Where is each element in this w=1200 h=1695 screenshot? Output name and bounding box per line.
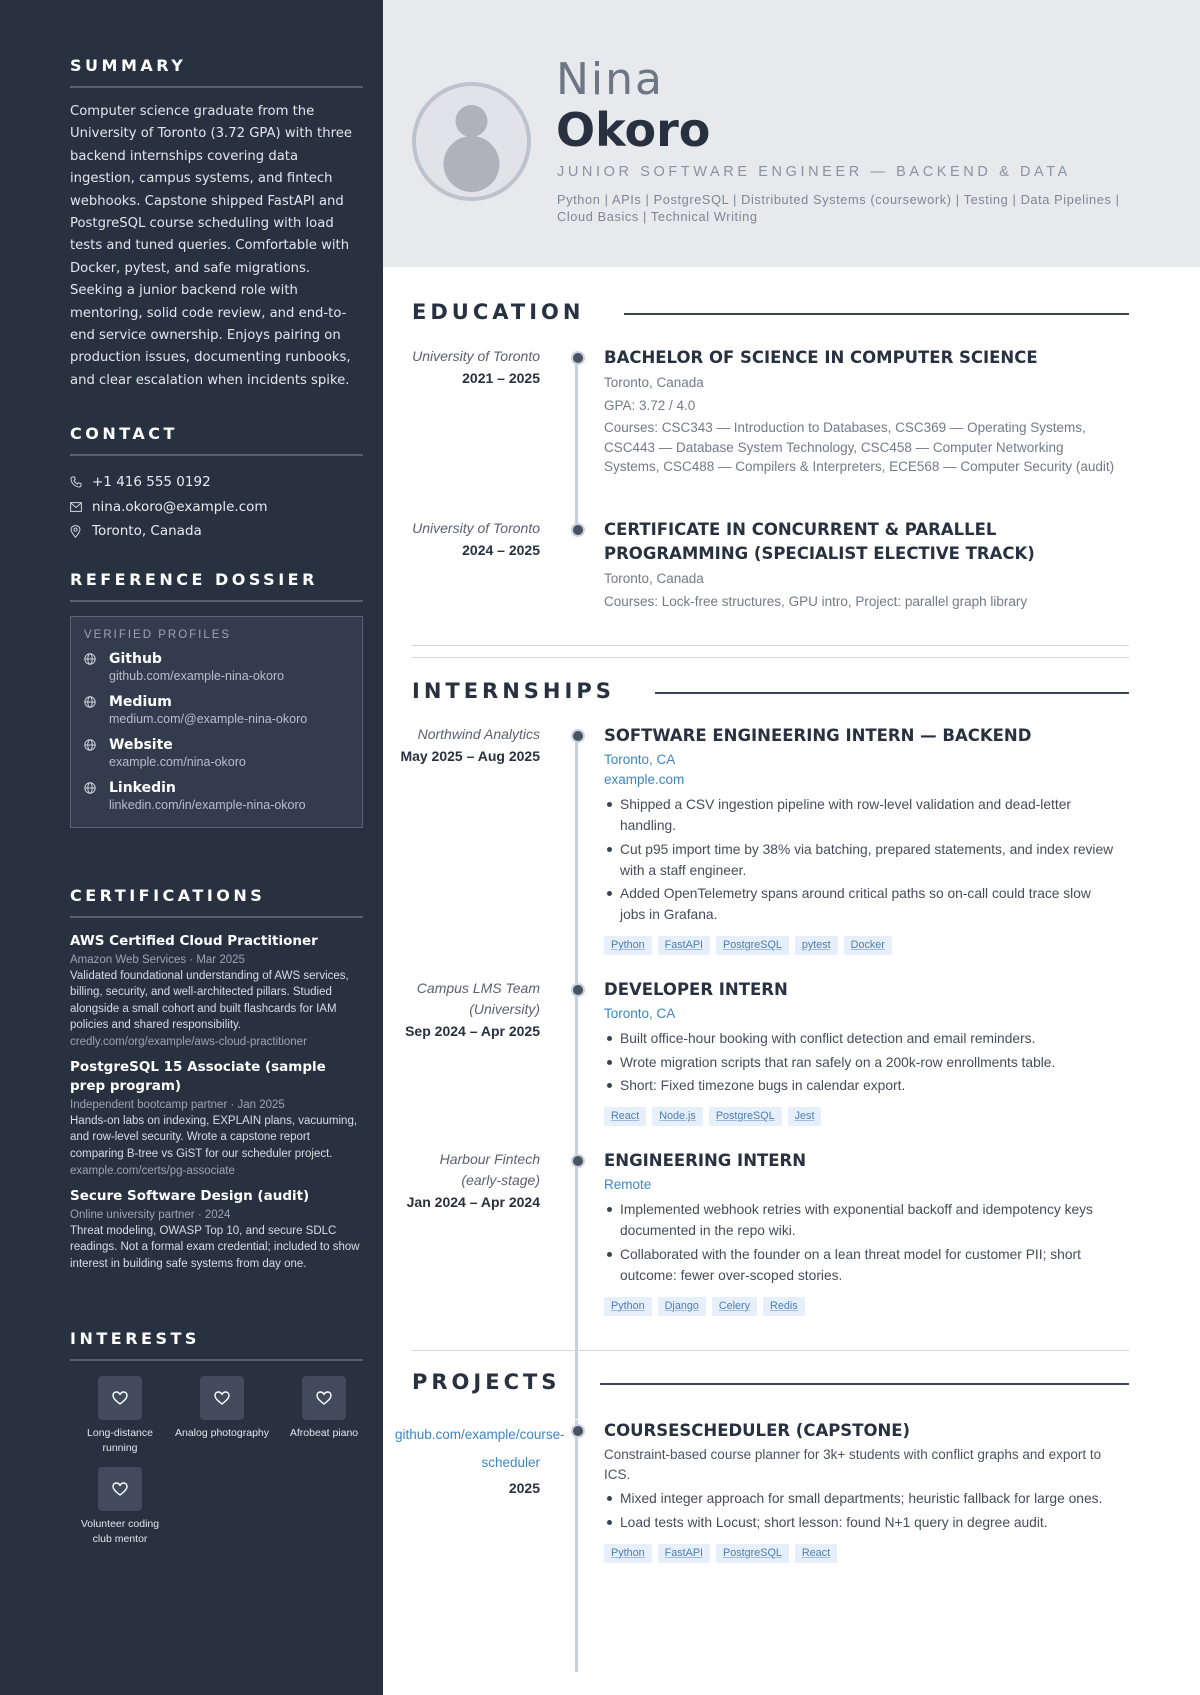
certification-item — [70, 1187, 363, 1272]
entry-content — [604, 346, 1119, 477]
tech-tags — [604, 936, 1119, 955]
entry-location: Remote — [604, 1177, 652, 1192]
interest-label: Afrobeat piano — [289, 1427, 359, 1439]
tech-tag[interactable]: Python — [604, 936, 652, 955]
interests-section — [70, 1329, 363, 1546]
profile-website[interactable] — [84, 736, 349, 770]
contact-heading: CONTACT — [70, 424, 363, 456]
cert-meta: Amazon Web Services · Mar 2025 — [70, 954, 245, 966]
entry-dates — [399, 1149, 540, 1213]
projects-heading: PROJECTS — [412, 1370, 561, 1394]
profile-url[interactable]: github.com/example-nina-okoro — [109, 669, 285, 683]
section-divider — [412, 1350, 1129, 1351]
certification-item — [70, 1058, 363, 1180]
tech-tag[interactable]: PostgreSQL — [709, 1107, 782, 1126]
entry-org: Campus LMS Team (University) — [416, 980, 540, 1017]
tech-tag[interactable]: Python — [604, 1297, 652, 1316]
summary-heading: SUMMARY — [70, 56, 363, 88]
bullet-item: Built office-hour booking with conflict detection and email reminders. — [604, 1028, 1119, 1049]
timeline-dot — [571, 729, 585, 743]
summary-text: Computer science graduate from the University of Toronto (3.72 GPA) with three backend internships covering data ingestion, campus systems, and fintech webhooks. Capstone shipped FastAPI and PostgreSQL course scheduling with load tests and tuned queries. Comfortable with Docker, pytest, and safe migrations. Seeking a junior backend role with mentoring, solid code review, and end-to-end service ownership. Enjoys pairing on production issues, documenting runbooks, and clear escalation when incidents spike. — [70, 104, 352, 388]
timeline-line — [575, 733, 578, 1419]
sidebar — [0, 0, 383, 1695]
entry-title: COURSESCHEDULER (CAPSTONE) — [604, 1421, 911, 1440]
interest-item — [70, 1467, 170, 1546]
tech-tag[interactable]: React — [795, 1544, 837, 1563]
entry-dates — [399, 978, 540, 1042]
entry-location: Toronto, CA — [604, 752, 676, 767]
tech-tag[interactable]: pytest — [795, 936, 838, 955]
contact-location-text: Toronto, Canada — [92, 523, 202, 540]
contact-phone-text: +1 416 555 0192 — [92, 474, 211, 491]
cert-title: PostgreSQL 15 Associate (sample prep program) — [70, 1059, 326, 1095]
entry-org: University of Toronto — [412, 348, 540, 364]
internships-header — [412, 679, 1129, 703]
main-content — [383, 267, 1200, 1695]
profile-name: Website — [109, 737, 173, 753]
profile-linkedin[interactable] — [84, 779, 349, 813]
summary-section — [70, 56, 363, 392]
bullet-item: Short: Fixed timezone bugs in calendar export. — [604, 1075, 1119, 1096]
profile-name: Linkedin — [109, 780, 176, 796]
dossier-section — [70, 570, 363, 828]
entry-title: BACHELOR OF SCIENCE IN COMPUTER SCIENCE — [604, 348, 1038, 367]
entry-period: 2025 — [508, 1480, 540, 1496]
entry-location: Toronto, CA — [604, 1006, 676, 1021]
contact-phone[interactable] — [70, 470, 363, 495]
entry-period: Sep 2024 – Apr 2025 — [405, 1023, 540, 1039]
job-title: JUNIOR SOFTWARE ENGINEER — BACKEND & DATA — [557, 164, 1071, 180]
globe-icon — [84, 736, 109, 770]
certification-item — [70, 932, 363, 1051]
profile-name: Medium — [109, 694, 172, 710]
tech-tag[interactable]: React — [604, 1107, 646, 1126]
first-name: Nina — [556, 54, 664, 105]
contact-email[interactable] — [70, 495, 363, 520]
interest-label: Analog photography — [175, 1427, 269, 1439]
certifications-heading: CERTIFICATIONS — [70, 886, 363, 918]
profile-url[interactable]: linkedin.com/in/example-nina-okoro — [109, 798, 306, 812]
globe-icon — [84, 650, 109, 684]
entry-org: University of Toronto — [412, 520, 540, 536]
timeline-dot — [571, 1154, 585, 1168]
projects-header — [412, 1370, 1129, 1394]
dossier-heading: REFERENCE DOSSIER — [70, 570, 363, 602]
tech-tags — [604, 1297, 1119, 1316]
heart-icon — [200, 1376, 244, 1420]
tech-tag[interactable]: Celery — [712, 1297, 757, 1316]
contact-list — [70, 470, 363, 544]
cert-title: Secure Software Design (audit) — [70, 1188, 310, 1205]
entry-content — [604, 978, 1119, 1126]
education-heading: EDUCATION — [412, 300, 585, 324]
interest-item — [172, 1376, 272, 1455]
contact-email-text: nina.okoro@example.com — [92, 498, 268, 515]
entry-org: Northwind Analytics — [417, 726, 540, 742]
tech-tag[interactable]: Docker — [844, 936, 892, 955]
bullet-item: Wrote migration scripts that ran safely on a 200k-row enrollments table. — [604, 1052, 1119, 1073]
cert-desc: Threat modeling, OWASP Top 10, and secure SDLC readings. Not a formal exam credential; included to show interest in building safe systems from day one. — [70, 1225, 360, 1270]
entry-period: 2021 – 2025 — [462, 370, 540, 386]
profile-name: Github — [109, 651, 162, 667]
contact-location — [70, 519, 363, 544]
cert-title: AWS Certified Cloud Practitioner — [70, 933, 318, 949]
verified-profiles-box — [70, 616, 363, 828]
entry-period: Jan 2024 – Apr 2024 — [406, 1194, 540, 1210]
timeline-dot — [571, 1424, 585, 1438]
entry-bullets — [604, 1199, 1119, 1286]
entry-location: Toronto, Canada — [604, 571, 704, 586]
entry-content — [604, 724, 1119, 955]
phone-icon — [70, 476, 92, 488]
tech-tag[interactable]: Node.js — [652, 1107, 703, 1126]
cert-meta: Online university partner · 2024 — [70, 1209, 231, 1222]
tech-tag[interactable]: Django — [658, 1297, 706, 1316]
entry-link[interactable]: example.com — [604, 772, 685, 787]
bullet-item: Load tests with Locust; short lesson: found N+1 query in degree audit. — [604, 1512, 1119, 1533]
entry-content — [604, 1419, 1119, 1563]
entry-location: Toronto, Canada — [604, 375, 704, 390]
contact-section — [70, 424, 363, 544]
profile-url[interactable]: example.com/nina-okoro — [109, 755, 246, 769]
entry-bullets — [604, 1488, 1119, 1533]
avatar — [412, 82, 531, 201]
cert-desc: Validated foundational understanding of AWS services, billing, security, and well-architected pillars. Studied alongside a small cohort and built flashcards for IAM policies and shared responsibility. — [70, 970, 349, 1031]
timeline-dot — [571, 351, 585, 365]
bullet-item: Shipped a CSV ingestion pipeline with row-level validation and dead-letter handling. — [604, 794, 1119, 836]
internships-heading: INTERNSHIPS — [412, 679, 615, 703]
entry-title: SOFTWARE ENGINEERING INTERN — BACKEND — [604, 726, 1032, 745]
bullet-item: Added OpenTelemetry spans around critical paths so on-call could trace slow jobs in Grafana. — [604, 883, 1119, 925]
timeline-line — [575, 355, 578, 530]
section-rule — [600, 1383, 1129, 1385]
profile-header — [383, 0, 1200, 267]
section-rule — [655, 692, 1129, 694]
section-divider — [412, 657, 1129, 658]
entry-content — [604, 518, 1119, 611]
email-icon — [70, 502, 92, 512]
heart-icon — [98, 1376, 142, 1420]
entry-dates — [399, 346, 540, 389]
bullet-item: Mixed integer approach for small departments; heuristic fallback for large ones. — [604, 1488, 1119, 1509]
entry-dates — [395, 1419, 565, 1499]
tech-tag[interactable]: PostgreSQL — [716, 936, 789, 955]
last-name: Okoro — [556, 103, 711, 157]
interests-grid — [70, 1376, 363, 1546]
interest-label: Volunteer coding club mentor — [80, 1518, 160, 1545]
timeline-dot — [571, 523, 585, 537]
project-description: Constraint-based course planner for 3k+ students with conflict graphs and export to ICS. — [604, 1447, 1102, 1482]
entry-content — [604, 1149, 1119, 1316]
interest-label: Long-distance running — [87, 1427, 153, 1454]
skills-line: Python | APIs | PostgreSQL | Distributed Systems (coursework) | Testing | Data Pipelines | Cloud Basics | Technical Writing — [557, 192, 1120, 224]
cert-link[interactable]: example.com/certs/pg-associate — [70, 1165, 235, 1178]
entry-title: CERTIFICATE IN CONCURRENT & PARALLEL PROGRAMMING (SPECIALIST ELECTIVE TRACK) — [604, 520, 1035, 563]
section-rule — [624, 313, 1129, 315]
tech-tag[interactable]: Redis — [763, 1297, 805, 1316]
timeline-dot — [571, 983, 585, 997]
bullet-item: Cut p95 import time by 38% via batching, prepared statements, and index review with a staff engineer. — [604, 839, 1119, 881]
cert-meta: Independent bootcamp partner · Jan 2025 — [70, 1099, 285, 1112]
entry-period: May 2025 – Aug 2025 — [400, 748, 540, 764]
interest-item — [274, 1376, 374, 1455]
profile-medium[interactable] — [84, 693, 349, 727]
verified-profiles-label: VERIFIED PROFILES — [84, 629, 232, 641]
tech-tag[interactable]: FastAPI — [658, 936, 710, 955]
timeline-line — [575, 1420, 578, 1672]
entry-title: DEVELOPER INTERN — [604, 980, 788, 999]
entry-bullets — [604, 1028, 1119, 1096]
tech-tags — [604, 1544, 1119, 1563]
entry-bullets — [604, 794, 1119, 925]
section-divider — [412, 645, 1129, 646]
globe-icon — [84, 779, 109, 813]
certifications-section — [70, 886, 363, 1272]
interest-item — [70, 1376, 170, 1455]
bullet-item: Implemented webhook retries with exponential backoff and idempotency keys documented in the repo wiki. — [604, 1199, 1119, 1241]
entry-courses: Courses: Lock-free structures, GPU intro, Project: parallel graph library — [604, 593, 1028, 609]
tech-tags — [604, 1107, 1119, 1126]
heart-icon — [302, 1376, 346, 1420]
entry-org: Harbour Fintech (early-stage) — [439, 1151, 540, 1188]
tech-tag[interactable]: Jest — [788, 1107, 822, 1126]
tech-tag[interactable]: PostgreSQL — [716, 1544, 789, 1563]
profile-url[interactable]: medium.com/@example-nina-okoro — [109, 712, 308, 726]
entry-dates — [399, 724, 540, 767]
cert-link[interactable]: credly.com/org/example/aws-cloud-practitioner — [70, 1036, 307, 1049]
project-link[interactable]: github.com/example/course-scheduler — [395, 1427, 565, 1470]
interests-heading: INTERESTS — [70, 1329, 363, 1361]
tech-tag[interactable]: Python — [604, 1544, 652, 1563]
education-header — [412, 300, 1129, 324]
entry-period: 2024 – 2025 — [462, 542, 540, 558]
profile-github[interactable] — [84, 650, 349, 684]
person-icon — [416, 86, 527, 197]
location-icon — [70, 525, 92, 538]
bullet-item: Collaborated with the founder on a lean threat model for customer PII; short outcome: fewer over-scoped stories. — [604, 1244, 1119, 1286]
globe-icon — [84, 693, 109, 727]
heart-icon — [98, 1467, 142, 1511]
entry-title: ENGINEERING INTERN — [604, 1151, 807, 1170]
entry-courses: Courses: CSC343 — Introduction to Databases, CSC369 — Operating Systems, CSC443 — Database System Technology, CSC458 — Computer Networking Systems, CSC488 — Compilers & Interpreters, ECE568 — Computer Security (audit) — [604, 420, 1115, 474]
entry-gpa: GPA: 3.72 / 4.0 — [604, 397, 696, 413]
entry-dates — [399, 518, 540, 561]
tech-tag[interactable]: FastAPI — [658, 1544, 710, 1563]
cert-desc: Hands-on labs on indexing, EXPLAIN plans, vacuuming, and row-level security. Wrote a capstone report comparing B-tree vs GiST for our scheduler project. — [70, 1115, 358, 1160]
